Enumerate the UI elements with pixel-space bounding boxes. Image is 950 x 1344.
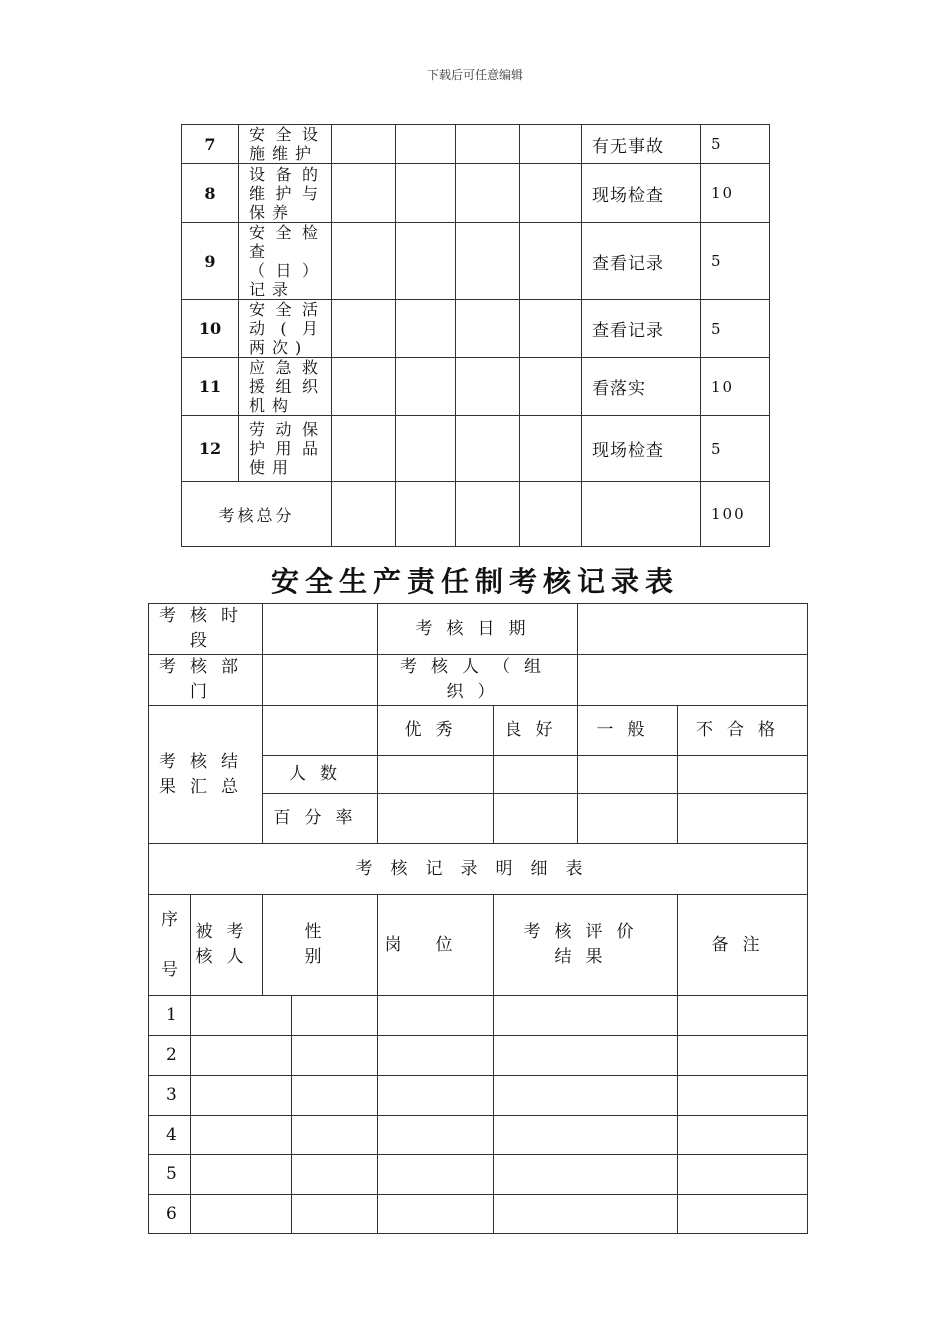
detail-header-row xyxy=(149,895,808,996)
blank-cell xyxy=(456,482,520,547)
row-number: 3 xyxy=(149,1076,191,1116)
blank-cell xyxy=(292,1195,378,1234)
check-method: 看落实 xyxy=(582,358,701,416)
blank-cell xyxy=(332,358,396,416)
blank-cell xyxy=(494,1155,678,1195)
blank-cell xyxy=(520,300,582,358)
row-number: 10 xyxy=(182,300,239,358)
row-number: 7 xyxy=(182,125,239,164)
col-seq: 序号 xyxy=(149,895,191,996)
grade-good: 良好 xyxy=(494,706,578,756)
col-position: 岗位 xyxy=(378,895,494,996)
blank-cell xyxy=(520,358,582,416)
blank-cell xyxy=(292,1116,378,1155)
blank-cell xyxy=(456,164,520,223)
score: 5 xyxy=(701,223,770,300)
blank-cell xyxy=(396,358,456,416)
table-row xyxy=(182,164,770,223)
blank-cell xyxy=(332,223,396,300)
table-row xyxy=(149,996,808,1036)
item-name: 应急救援组织机构 xyxy=(239,358,332,416)
assessor-value xyxy=(578,655,808,706)
blank-cell xyxy=(292,1036,378,1076)
item-name: 劳动保护用品使用 xyxy=(239,416,332,482)
count-label: 人数 xyxy=(263,756,378,794)
blank-cell xyxy=(378,996,494,1036)
table-row xyxy=(149,1155,808,1195)
blank-cell xyxy=(332,300,396,358)
table-row xyxy=(149,1195,808,1234)
blank-cell xyxy=(578,794,678,844)
blank-cell xyxy=(396,223,456,300)
blank-cell xyxy=(378,1036,494,1076)
col-gender: 性别 xyxy=(263,895,378,996)
detail-title-row xyxy=(149,844,808,895)
blank-cell xyxy=(494,1195,678,1234)
row-number: 5 xyxy=(149,1155,191,1195)
blank-cell xyxy=(396,482,456,547)
item-name: 安全活动(月两次) xyxy=(239,300,332,358)
blank-cell xyxy=(494,996,678,1036)
blank-cell xyxy=(332,164,396,223)
assessment-record-table xyxy=(148,603,808,1234)
blank-cell xyxy=(494,794,578,844)
blank-cell xyxy=(191,996,292,1036)
blank-cell xyxy=(494,756,578,794)
row-number: 6 xyxy=(149,1195,191,1234)
row-number: 4 xyxy=(149,1116,191,1155)
date-value xyxy=(578,604,808,655)
col-assessee: 被考核人 xyxy=(191,895,263,996)
blank-cell xyxy=(678,1195,808,1234)
item-name: 设备的维护与保养 xyxy=(239,164,332,223)
percent-label: 百分率 xyxy=(263,794,378,844)
row-number: 8 xyxy=(182,164,239,223)
assessment-items-table xyxy=(181,124,770,547)
period-label: 考核时段 xyxy=(149,604,263,655)
table-row xyxy=(182,416,770,482)
grade-header-row xyxy=(149,706,808,756)
score: 5 xyxy=(701,125,770,164)
blank-cell xyxy=(378,1076,494,1116)
blank-cell xyxy=(332,416,396,482)
blank-cell xyxy=(191,1036,292,1076)
score: 10 xyxy=(701,164,770,223)
score: 10 xyxy=(701,358,770,416)
grade-excellent: 优秀 xyxy=(378,706,494,756)
blank-cell xyxy=(678,1036,808,1076)
header-note: 下载后可任意编辑 xyxy=(426,68,523,82)
grade-fair: 一般 xyxy=(578,706,678,756)
col-result: 考核评价结果 xyxy=(494,895,678,996)
blank-cell xyxy=(494,1076,678,1116)
blank-cell xyxy=(191,1076,292,1116)
blank-cell xyxy=(456,358,520,416)
total-score: 100 xyxy=(701,482,770,547)
blank-cell xyxy=(378,1116,494,1155)
blank-cell xyxy=(520,164,582,223)
blank-cell xyxy=(520,416,582,482)
blank-cell xyxy=(494,1116,678,1155)
date-label: 考核日期 xyxy=(378,604,578,655)
blank-cell xyxy=(332,482,396,547)
item-name: 安全设施维护 xyxy=(239,125,332,164)
check-method: 查看记录 xyxy=(582,223,701,300)
table-row xyxy=(149,1076,808,1116)
blank-cell xyxy=(396,300,456,358)
row-number: 11 xyxy=(182,358,239,416)
check-method: 现场检查 xyxy=(582,164,701,223)
blank-cell xyxy=(263,706,378,756)
blank-cell xyxy=(332,125,396,164)
blank-cell xyxy=(378,1195,494,1234)
blank-cell xyxy=(292,1155,378,1195)
row-number: 2 xyxy=(149,1036,191,1076)
item-name: 安全检查（日）记录 xyxy=(239,223,332,300)
grade-fail: 不合格 xyxy=(678,706,808,756)
table-row xyxy=(182,358,770,416)
blank-cell xyxy=(378,756,494,794)
blank-cell xyxy=(520,125,582,164)
blank-cell xyxy=(520,482,582,547)
blank-cell xyxy=(456,416,520,482)
blank-cell xyxy=(292,1076,378,1116)
blank-cell xyxy=(678,1116,808,1155)
blank-cell xyxy=(456,223,520,300)
score: 5 xyxy=(701,300,770,358)
check-method: 有无事故 xyxy=(582,125,701,164)
period-value xyxy=(263,604,378,655)
blank-cell xyxy=(578,756,678,794)
blank-cell xyxy=(292,996,378,1036)
blank-cell xyxy=(191,1116,292,1155)
detail-title: 考核记录明细表 xyxy=(149,844,808,895)
total-row xyxy=(182,482,770,547)
summary-label: 考核结果汇总 xyxy=(149,706,263,844)
row-number: 12 xyxy=(182,416,239,482)
check-method: 现场检查 xyxy=(582,416,701,482)
table-row xyxy=(149,1116,808,1155)
blank-cell xyxy=(456,125,520,164)
blank-cell xyxy=(678,794,808,844)
blank-cell xyxy=(582,482,701,547)
dept-value xyxy=(263,655,378,706)
assessor-label: 考核人（组织） xyxy=(378,655,578,706)
row-number: 9 xyxy=(182,223,239,300)
dept-row xyxy=(149,655,808,706)
blank-cell xyxy=(378,794,494,844)
col-remark: 备注 xyxy=(678,895,808,996)
table-row xyxy=(182,125,770,164)
total-label: 考核总分 xyxy=(182,482,332,547)
blank-cell xyxy=(191,1195,292,1234)
blank-cell xyxy=(678,1155,808,1195)
table-row xyxy=(182,223,770,300)
dept-label: 考核部门 xyxy=(149,655,263,706)
table-row xyxy=(149,1036,808,1076)
page-title: 安全生产责任制考核记录表 xyxy=(270,565,679,598)
blank-cell xyxy=(396,416,456,482)
blank-cell xyxy=(678,996,808,1036)
blank-cell xyxy=(456,300,520,358)
period-row xyxy=(149,604,808,655)
blank-cell xyxy=(191,1155,292,1195)
table-row xyxy=(182,300,770,358)
blank-cell xyxy=(378,1155,494,1195)
blank-cell xyxy=(678,1076,808,1116)
blank-cell xyxy=(396,164,456,223)
check-method: 查看记录 xyxy=(582,300,701,358)
score: 5 xyxy=(701,416,770,482)
blank-cell xyxy=(396,125,456,164)
blank-cell xyxy=(678,756,808,794)
blank-cell xyxy=(494,1036,678,1076)
blank-cell xyxy=(520,223,582,300)
row-number: 1 xyxy=(149,996,191,1036)
